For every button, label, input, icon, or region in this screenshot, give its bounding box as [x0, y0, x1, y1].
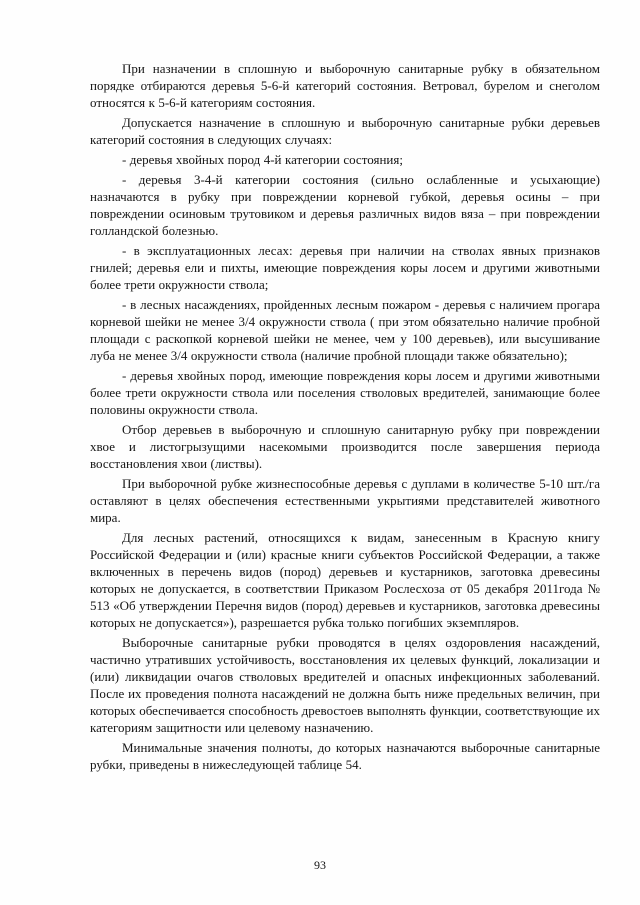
document-body: [90, 60, 600, 776]
paragraph-allowed-cases: Допускается назначение в сплошную и выборочную санитарные рубки деревьев категорий состояния в следующих случаях:: [90, 115, 600, 147]
paragraph-defoliator-selection: Отбор деревьев в выборочную и сплошную санитарную рубку при повреждении хвое и листогрызущими насекомыми производится после завершения периода восстановления хвои (листвы).: [90, 422, 600, 471]
list-item-fire-damaged-stands: - в лесных насаждениях, пройденных лесным пожаром - деревья с наличием прогара корневой шейки не менее 3/4 окружности ствола ( при этом обязательно наличие пробной площади с раскопкой корневой шейки не менее, чем у 100 деревьев), или высушивание луба не менее 3/4 окружности ствола (наличие пробной площади также обязательно);: [90, 297, 600, 363]
list-item-category-3-4-damage: - деревья 3-4-й категории состояния (сильно ослабленные и усыхающие) назначаются в рубку при повреждении корневой губкой, деревья осины – при повреждении осиновым трутовиком и деревья различных видов вяза – при повреждении голландской болезнью.: [90, 172, 600, 238]
list-item-conifers-category-4: - деревья хвойных пород 4-й категории состояния;: [122, 152, 403, 167]
paragraph-red-book-species: Для лесных растений, относящихся к видам, занесенным в Красную книгу Российской Федерации и (или) красные книги субъектов Российской Федерации, а также включенных в перечень видов (пород) деревьев и кустарников, заготовка древесины которых не допускается, в соответствии Приказом Рослесхоза от 05 декабря 2011года № 513 «Об утверждении Перечня видов (пород) деревьев и кустарников, заготовка древесины которых не допускается»), разрешается рубка только погибших экземпляров.: [90, 530, 600, 630]
paragraph-minimum-density: Минимальные значения полноты, до которых назначаются выборочные санитарные рубки, приведены в нижеследующей таблице 54.: [90, 740, 600, 772]
paragraph-selective-sanitary-cuttings: Выборочные санитарные рубки проводятся в целях оздоровления насаждений, частично утративших устойчивость, восстановления их целевых функций, локализации и (или) ликвидации очагов стволовых вредителей и опасных инфекционных заболеваний. После их проведения полнота насаждений не должна быть ниже предельных величин, при которых обеспечивается способность древостоев выполнять функции, соответствующие их категориям защитности или целевому назначению.: [90, 635, 600, 735]
paragraph-hollow-trees: При выборочной рубке жизнеспособные деревья с дуплами в количестве 5-10 шт./га оставляют в целях обеспечения естественными укрытиями представителей животного мира.: [90, 476, 600, 525]
page-number: 93: [314, 858, 326, 872]
list-item-conifer-bark-damage: - деревья хвойных пород, имеющие повреждения коры лосем и другими животными более трети окружности ствола или поселения стволовых вредителей, занимающие более половины окружности ствола.: [90, 368, 600, 417]
list-item-exploitation-forests: - в эксплуатационных лесах: деревья при наличии на стволах явных признаков гнилей; деревья ели и пихты, имеющие повреждения коры лосем и другими животными более трети окружности ствола;: [90, 243, 600, 292]
paragraph-mandatory-selection: При назначении в сплошную и выборочную санитарные рубку в обязательном порядке отбираются деревья 5-6-й категорий состояния. Ветровал, бурелом и снеголом относятся к 5-6-й категориям состояния.: [90, 61, 600, 110]
